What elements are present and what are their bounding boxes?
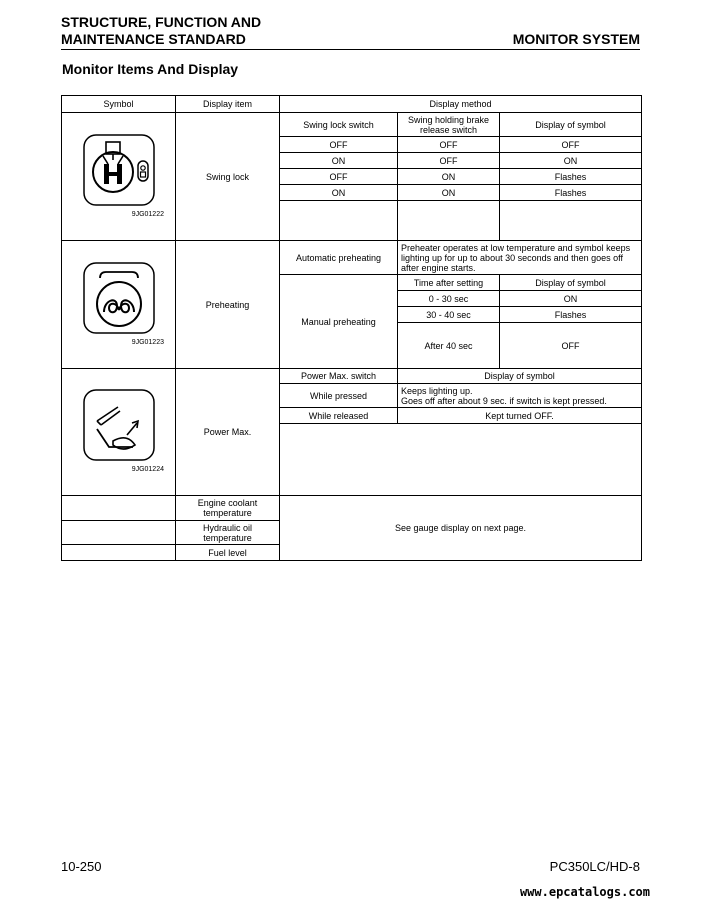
symbol-code: 9JG01222 [131, 210, 164, 218]
table-cell: OFF [280, 137, 398, 153]
table-cell: Flashes [500, 185, 642, 201]
watermark-url: www.epcatalogs.com [519, 885, 650, 899]
table-cell: ON [280, 153, 398, 169]
table-cell: 30 - 40 sec [398, 307, 500, 323]
table-cell: After 40 sec [398, 323, 500, 369]
table-cell-empty [62, 545, 176, 561]
table-cell: ON [500, 153, 642, 169]
while-pressed-line2: Goes off after about 9 sec. if switch is kept pressed. [401, 395, 607, 406]
table-cell-empty [280, 424, 642, 496]
header-title-line2: MAINTENANCE STANDARD [61, 31, 246, 47]
col-header: Swing lock switch [280, 113, 398, 137]
header-symbol: Symbol [62, 96, 176, 113]
header-rule [61, 49, 640, 50]
table-cell: OFF [398, 137, 500, 153]
gauge-item-coolant: Engine coolant temperature [176, 496, 280, 521]
symbol-code: 9JG01223 [131, 338, 164, 346]
page-number: 10-250 [61, 859, 102, 874]
auto-preheating-text: Preheater operates at low temperature and symbol keeps lighting up for up to about 30 seconds and then goes off after engine starts. [398, 241, 642, 275]
header-display-method: Display method [280, 96, 642, 113]
while-released-label: While released [280, 408, 398, 424]
table-header-row [62, 96, 642, 113]
col-header: Swing holding brake release switch [398, 113, 500, 137]
table-row [62, 496, 642, 521]
manual-preheating-label: Manual preheating [280, 275, 398, 369]
power-max-symbol-cell [62, 369, 176, 496]
page-title: Monitor Items And Display [62, 61, 239, 77]
col-header: Power Max. switch [280, 369, 398, 384]
while-released-text: Kept turned OFF. [398, 408, 642, 424]
symbol-code: 9JG01224 [131, 466, 164, 473]
power-max-boom-icon [83, 389, 155, 461]
table-row [62, 113, 642, 137]
display-item-swing-lock: Swing lock [176, 113, 280, 241]
display-item-preheating: Preheating [176, 241, 280, 369]
table-cell: OFF [500, 137, 642, 153]
table-cell-empty [500, 201, 642, 241]
table-cell: OFF [280, 169, 398, 185]
header-title [61, 14, 261, 48]
header-title-line1: STRUCTURE, FUNCTION AND [61, 14, 262, 30]
table-cell: ON [398, 185, 500, 201]
col-header: Display of symbol [500, 275, 642, 291]
table-cell-empty [398, 201, 500, 241]
table-cell-empty [280, 201, 398, 241]
swing-lock-symbol-cell [62, 113, 176, 241]
while-pressed-label: While pressed [280, 384, 398, 408]
table-cell: OFF [398, 153, 500, 169]
monitor-items-table [61, 95, 642, 561]
table-cell: ON [280, 185, 398, 201]
col-header: Display of symbol [398, 369, 642, 384]
preheating-coil-icon [83, 262, 155, 334]
header-section: MONITOR SYSTEM [512, 31, 640, 47]
auto-preheating-label: Automatic preheating [280, 241, 398, 275]
col-header: Display of symbol [500, 113, 642, 137]
gauge-method: See gauge display on next page. [280, 496, 642, 561]
col-header: Time after setting [398, 275, 500, 291]
table-row [62, 369, 642, 384]
preheating-symbol-cell [62, 241, 176, 369]
table-cell: Flashes [500, 307, 642, 323]
table-cell: 0 - 30 sec [398, 291, 500, 307]
while-pressed-text [398, 384, 642, 408]
while-pressed-line1: Keeps lighting up. [401, 385, 473, 396]
swing-lock-icon [83, 134, 155, 206]
gauge-item-fuel: Fuel level [176, 545, 280, 561]
table-cell: OFF [500, 323, 642, 369]
table-cell-empty [62, 496, 176, 521]
table-row [62, 241, 642, 275]
display-item-power-max: Power Max. [176, 369, 280, 496]
table-cell-empty [62, 521, 176, 545]
header-display-item: Display item [176, 96, 280, 113]
gauge-item-hydraulic: Hydraulic oil temperature [176, 521, 280, 545]
table-cell: ON [398, 169, 500, 185]
model-number: PC350LC/HD-8 [549, 859, 640, 874]
table-cell: ON [500, 291, 642, 307]
table-cell: Flashes [500, 169, 642, 185]
